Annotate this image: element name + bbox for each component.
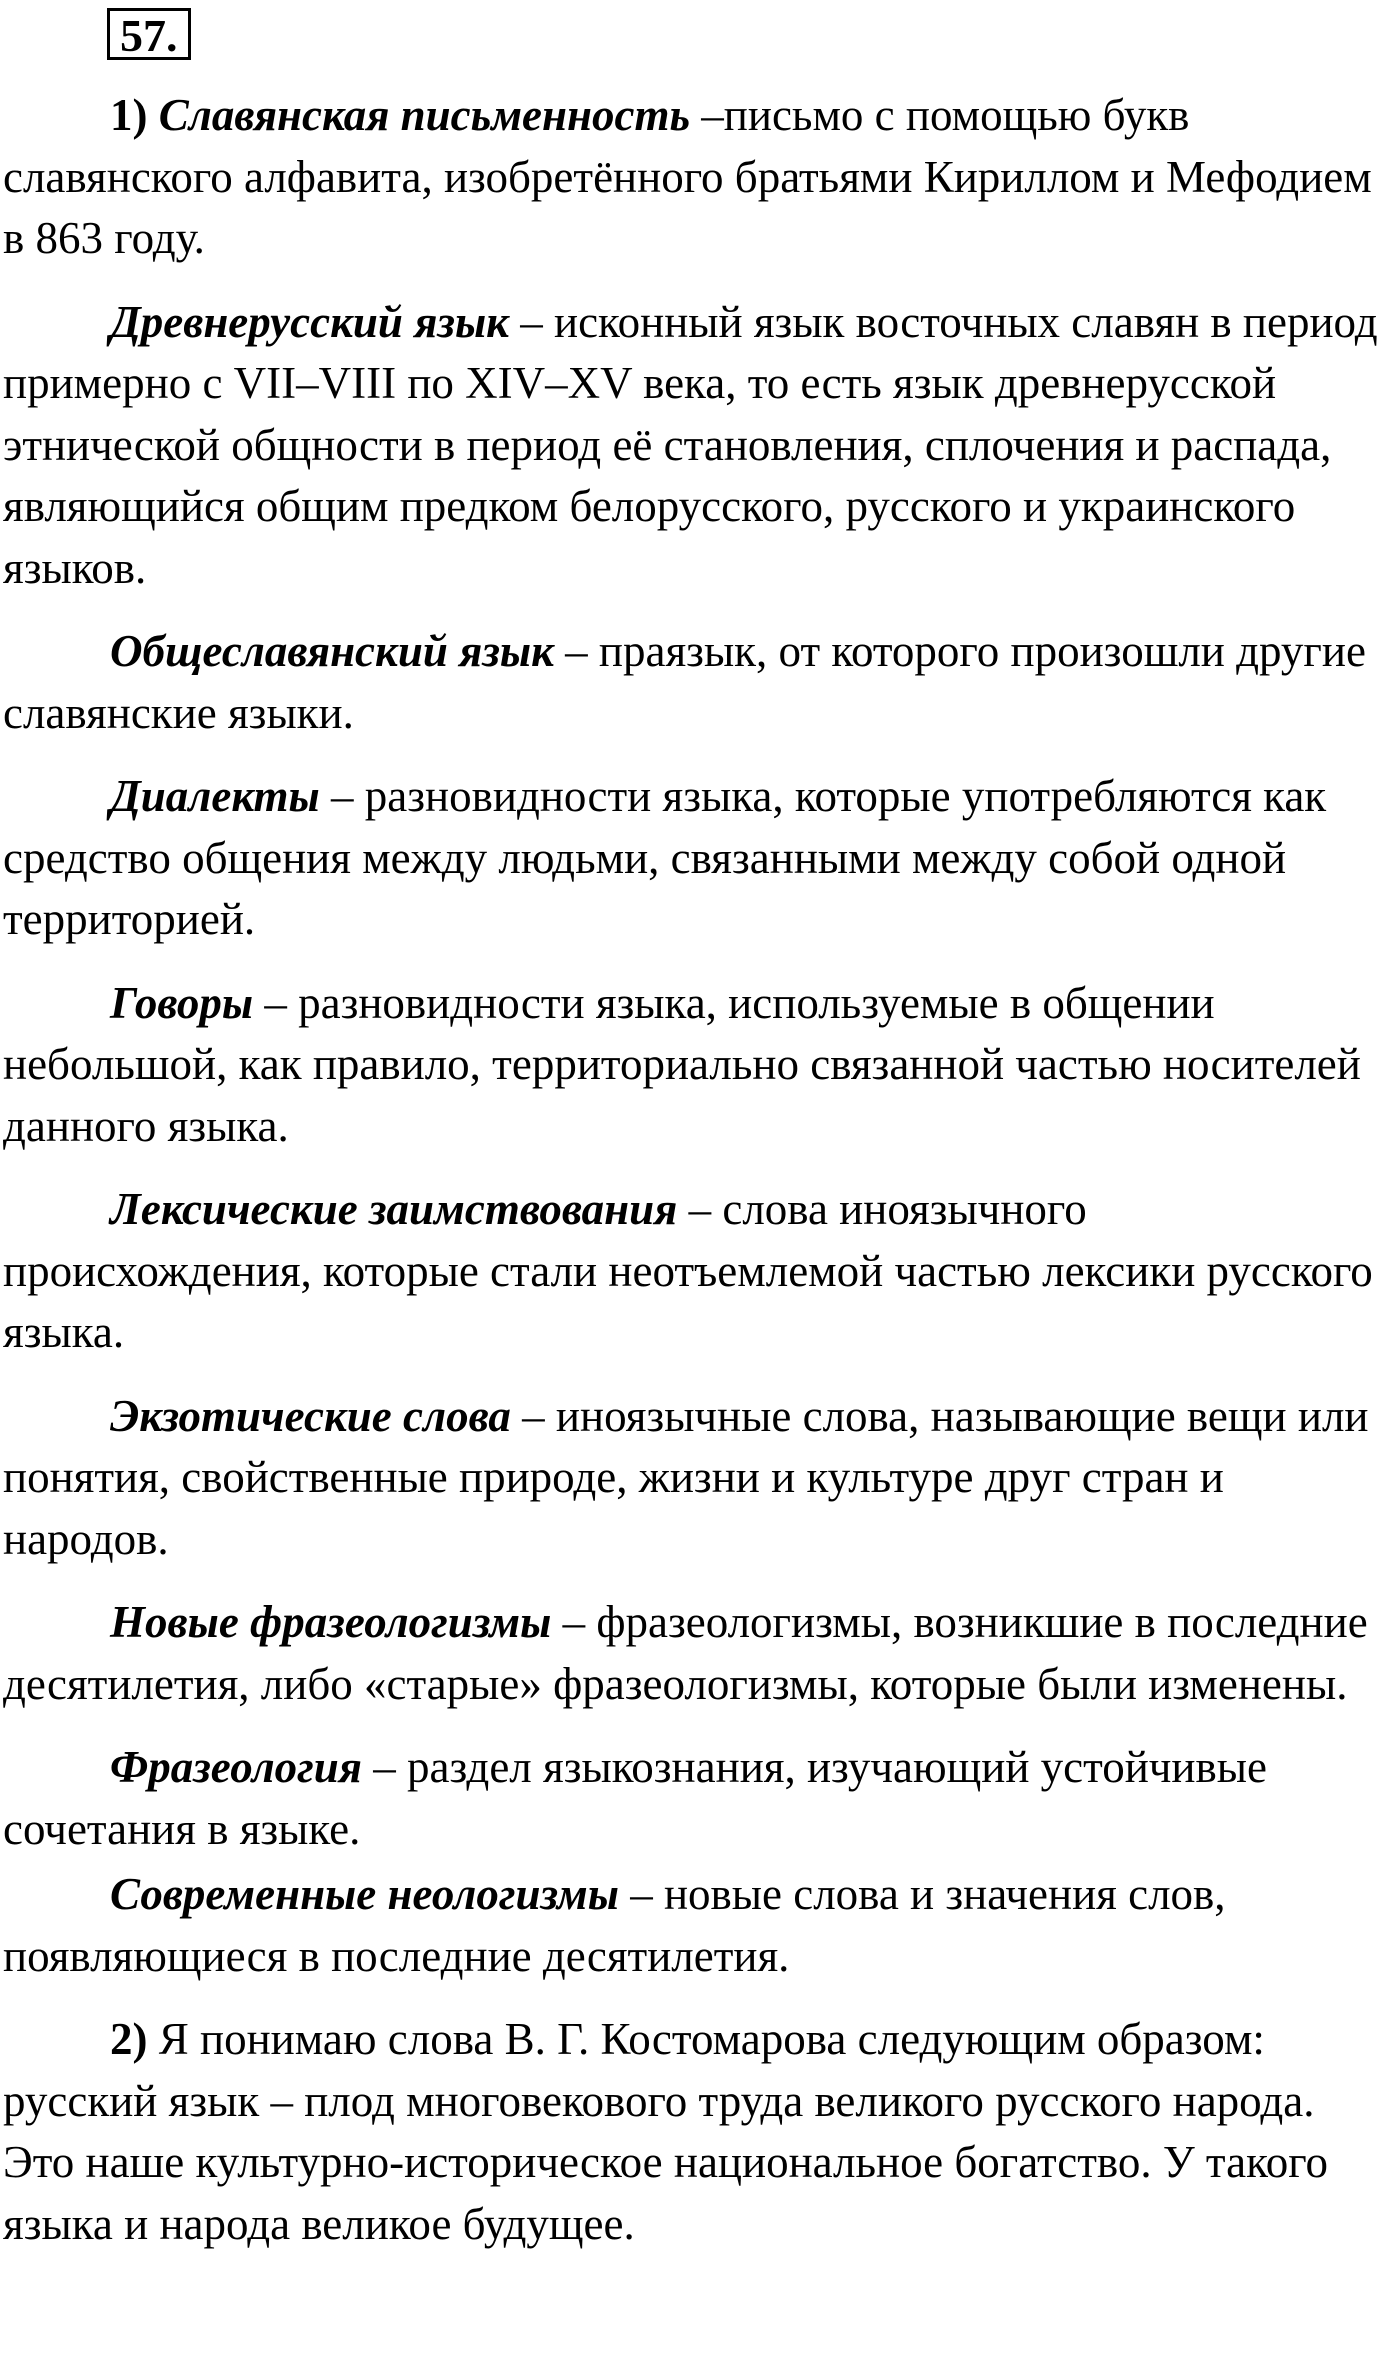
definition-term: Славянская письменность [158,90,691,140]
definition-text: –письмо с помощью букв славянского алфавита, изобретённого братьями Кириллом и Мефодием в 863 году. [3,90,1372,263]
definition-term: Фразеология [110,1742,362,1792]
definition-term: Новые фразеологизмы [110,1597,552,1647]
definition-paragraph [3,1864,1397,1987]
definition-paragraph [3,766,1397,951]
definition-term: Древнерусский язык [110,296,509,347]
definition-text: – исконный язык восточных славян в период примерно с VII–VIII по XIV–XV века, то есть язык древнерусской этнической общности в период её становления, сплочения и распада, являющийся общим предком белорусского, русского и украинского языков. [3,296,1378,593]
task-number-badge: 57. [107,8,191,60]
definition-text: – фразеологизмы, возникшие в последние десятилетия, либо «старые» фразеологизмы, которые были изменены. [3,1597,1368,1709]
answer-paragraph [3,2009,1397,2255]
definition-paragraph [3,292,1397,600]
definition-paragraph [3,1386,1397,1571]
answer-text: Я понимаю слова В. Г. Костомарова следующим образом: русский язык – плод многовекового труда великого русского народа. Это наше культурно-историческое национальное богатство. У такого языка и народа великое будущее. [3,2014,1329,2249]
definition-paragraph [3,621,1397,744]
part-number: 1) [110,90,148,140]
definition-text: – праязык, от которого произошли другие славянские языки. [3,626,1366,738]
definition-paragraph [3,1592,1397,1715]
definition-text: – разновидности языка, используемые в общении небольшой, как правило, территориально связанной частью носителей данного языка. [3,977,1361,1151]
definition-term: Лексические заимствования [110,1184,678,1234]
answer-content [3,85,1397,2277]
definition-text: – разновидности языка, которые употребляются как средство общения между людьми, связанными между собой одной территорией. [3,771,1327,944]
definition-term: Современные неологизмы [110,1869,619,1919]
definition-paragraph [3,973,1397,1158]
definition-paragraph [3,85,1397,270]
definition-text: – раздел языкознания, изучающий устойчивые сочетания в языке. [3,1742,1267,1854]
definition-term: Говоры [110,977,254,1028]
definition-term: Экзотические слова [110,1390,511,1441]
part-number: 2) [110,2014,148,2064]
definition-paragraph [3,1737,1397,1860]
definition-paragraph [3,1179,1397,1364]
definition-text: – слова иноязычного происхождения, которые стали неотъемлемой частью лексики русского языка. [3,1184,1373,1357]
definition-text: – новые слова и значения слов, появляющиеся в последние десятилетия. [3,1869,1226,1981]
definition-term: Диалекты [110,771,320,821]
definition-text: – иноязычные слова, называющие вещи или понятия, свойственные природе, жизни и культуре друг стран и народов. [3,1390,1369,1564]
definition-term: Общеславянский язык [110,626,554,676]
